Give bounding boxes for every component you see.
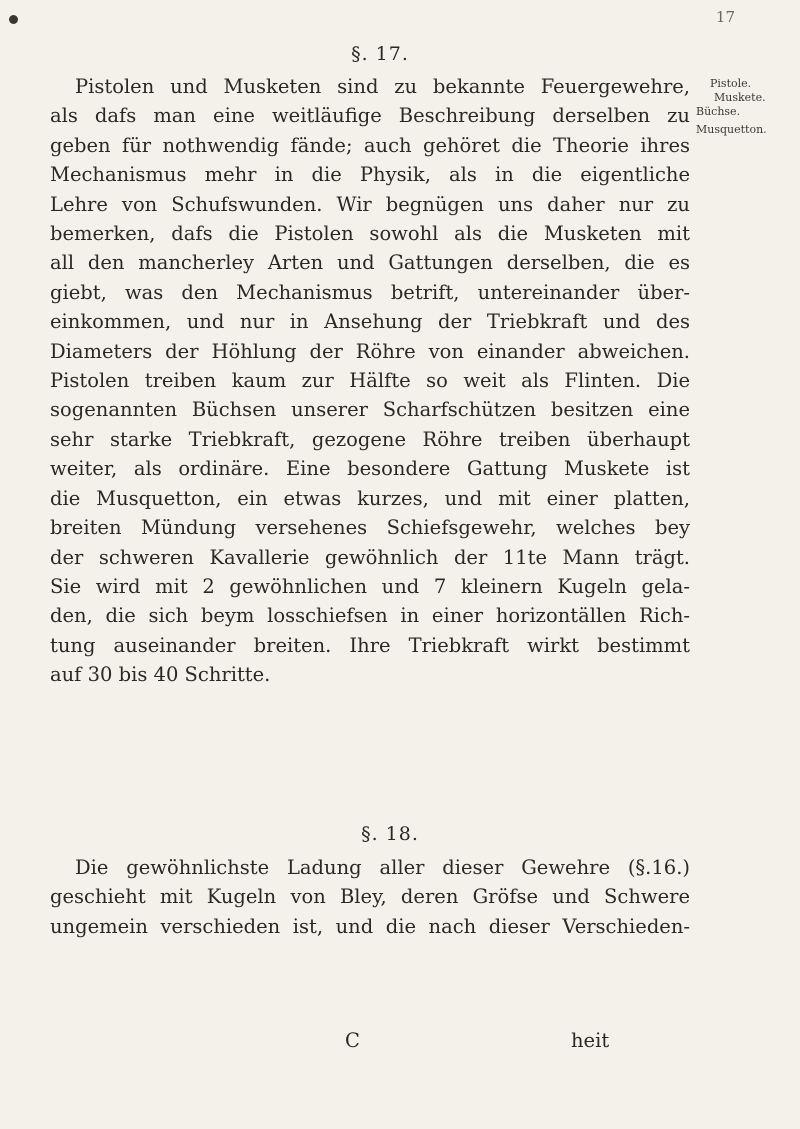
text-line: Lehre von Schufswunden. Wir begnügen uns daher nur zu: [50, 192, 690, 216]
text-line: ungemein verschieden ist, und die nach dieser Verschieden-: [50, 914, 690, 938]
text-line: giebt, was den Mechanismus betrift, untereinander über-: [50, 280, 690, 304]
page-footer: [0, 1029, 800, 1059]
margin-note-muskete: Muskete.: [714, 91, 766, 104]
text-line: Mechanismus mehr in die Physik, als in die eigentliche: [50, 163, 690, 187]
text-line: Sie wird mit 2 gewöhnlichen und 7 kleinern Kugeln gela-: [50, 574, 690, 598]
text-line: Die gewöhnlichste Ladung aller dieser Gewehre (§.16.): [75, 856, 690, 879]
page-number: 17: [715, 8, 735, 26]
text-line: Diameters der Höhlung der Röhre von einander abweichen.: [50, 339, 690, 363]
text-line: der schweren Kavallerie gewöhnlich der 11te Mann trägt.: [50, 545, 690, 569]
text-line: die Musquetton, ein etwas kurzes, und mit einer platten,: [50, 486, 690, 510]
margin-notes: [696, 77, 800, 137]
signature-mark: C: [345, 1029, 360, 1052]
margin-note-pistole: Pistole.: [710, 77, 752, 90]
margin-note-buechse: Büchse.: [696, 105, 741, 118]
text-line: geben für nothwendig fände; auch gehöret die Theorie ihres: [50, 133, 690, 157]
text-line: bemerken, dafs die Pistolen sowohl als die Musketen mit: [50, 222, 690, 246]
margin-note-musquetton: Musquetton.: [696, 123, 767, 136]
text-line: sehr starke Triebkraft, gezogene Röhre treiben überhaupt: [50, 427, 690, 451]
section-17-body: [50, 72, 690, 690]
text-line: den, die sich beym losschiefsen in einer horizontällen Rich-: [50, 604, 690, 628]
catchword: heit: [571, 1029, 610, 1052]
text-line: sogenannten Büchsen unserer Scharfschützen besitzen eine: [50, 398, 690, 422]
section-heading-18: §. 18.: [361, 823, 419, 845]
text-line: geschieht mit Kugeln von Bley, deren Gröfse und Schwere: [50, 885, 690, 909]
section-18-body: [50, 853, 690, 941]
text-line: einkommen, und nur in Ansehung der Triebkraft und des: [50, 310, 690, 334]
text-line: all den mancherley Arten und Gattungen derselben, die es: [50, 251, 690, 275]
text-line: breiten Mündung versehenes Schiefsgewehr, welches bey: [50, 516, 690, 540]
text-line: weiter, als ordinäre. Eine besondere Gattung Muskete ist: [50, 457, 690, 481]
text-line: Pistolen treiben kaum zur Hälfte so weit als Flinten. Die: [50, 369, 690, 393]
ink-spot: [9, 15, 18, 24]
text-line: auf 30 bis 40 Schritte.: [50, 663, 271, 687]
text-line: als dafs man eine weitläufige Beschreibung derselben zu: [50, 104, 690, 128]
text-line: tung auseinander breiten. Ihre Triebkraft wirkt bestimmt: [50, 633, 690, 657]
section-heading-17: §. 17.: [351, 43, 409, 65]
text-line: Pistolen und Musketen sind zu bekannte Feuergewehre,: [75, 75, 690, 98]
